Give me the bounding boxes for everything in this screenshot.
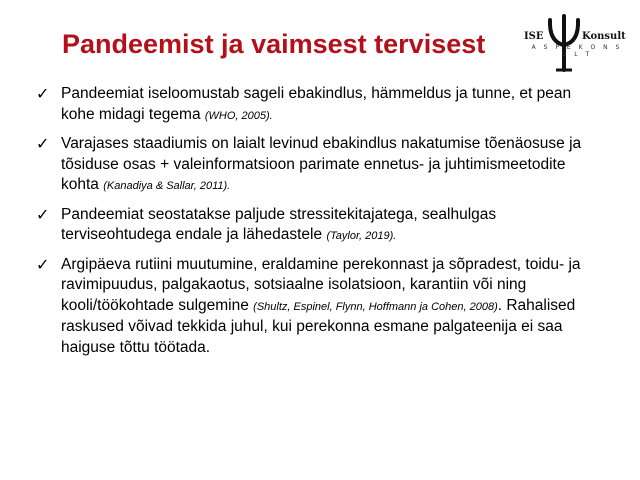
bullet-item [36, 84, 606, 126]
slide-title: Pandeemist ja vaimsest tervisest [62, 29, 486, 59]
bullet-text: Varajases staadiumis on laialt levinud ebakindlus nakatumise tõenäosuse ja tõsiduse osas + valeinformatsioon parimate ennetus- ja juhtimismeetodite kohta [61, 135, 582, 193]
bullet-citation: (WHO, 2005). [204, 109, 273, 122]
checkmark-icon: ✓ [36, 84, 50, 103]
bullet-citation: (Shultz, Espinel, Flynn, Hoffmann ja Cohen, 2008) [253, 300, 498, 313]
bullet-citation: (Kanadiya & Sallar, 2011). [103, 180, 231, 192]
checkmark-icon: ✓ [36, 204, 50, 224]
bullet-list [36, 84, 606, 366]
bullet-text: Pandeemiat seostatakse paljude stressitekitajatega, sealhulgas terviseohtudega endale ja lähedastele [61, 205, 497, 243]
checkmark-icon: ✓ [36, 254, 50, 274]
bullet-item [36, 134, 606, 197]
bullet-text: Pandeemiat iseloomustab sageli ebakindlus, hämmeldus ja tunne, et pean kohe midagi tegema [61, 85, 572, 123]
logo-right-text: Konsult [582, 31, 626, 42]
bullet-text: Argipäeva rutiini muutumine, eraldamine perekonnast ja sõpradest, toidu- ja ravimipuudus, palgakaotus, sotsiaalne isolatsioon, karantiin või ning kooli/töökohtade sulgemine [61, 255, 581, 314]
logo-subtitle: A S P E K O N S U L T [531, 44, 623, 58]
checkmark-icon: ✓ [36, 134, 50, 153]
bullet-citation: (Taylor, 2019). [326, 230, 397, 242]
bullet-item [36, 205, 606, 247]
logo-left-text: ISE [524, 31, 544, 42]
bullet-tail: . Rahalised raskused võivad tekkida juhul, kui perekonna esmane palgateenija ei saa haiguse tõttu töötada. [61, 296, 576, 356]
bullet-item [36, 255, 606, 359]
